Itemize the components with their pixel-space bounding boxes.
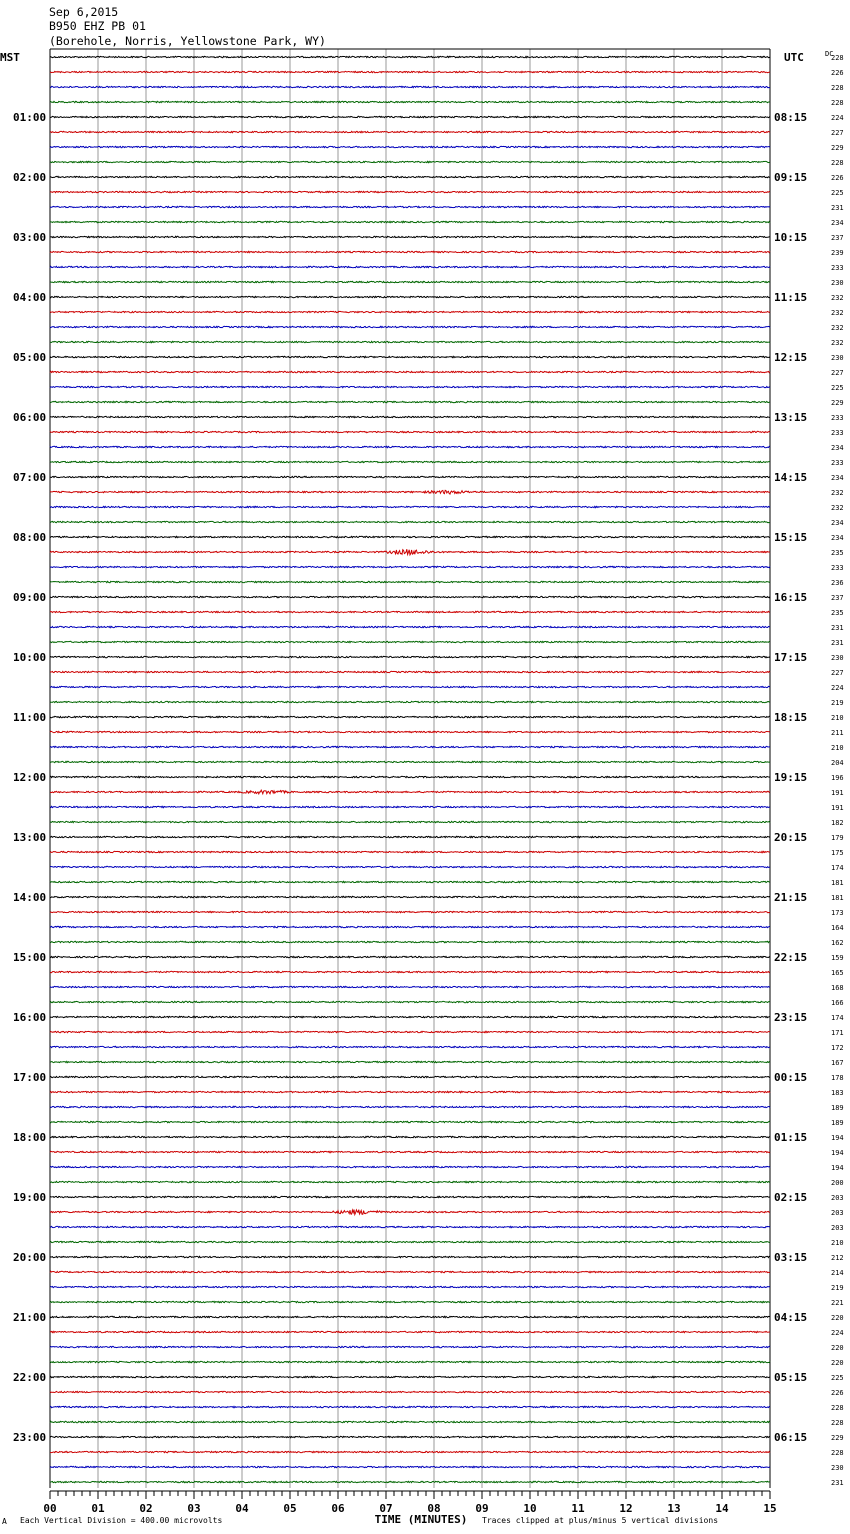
trace-row [50, 461, 770, 462]
hour-label-mst: 22:00 [13, 1371, 47, 1384]
dc-offset-label: 225 [831, 384, 844, 392]
trace-row [50, 1241, 770, 1242]
trace-row [50, 86, 770, 87]
hour-label-utc: 06:15 [774, 1431, 808, 1444]
dc-offset-label: 191 [831, 789, 844, 797]
hour-label-mst: 11:00 [13, 711, 47, 724]
dc-offset-label: 219 [831, 1284, 844, 1292]
dc-offset-label: 233 [831, 429, 844, 437]
hour-label-mst: 07:00 [13, 471, 47, 484]
dc-offset-label: 181 [831, 894, 844, 902]
dc-offset-label: 228 [831, 84, 844, 92]
trace-row [50, 311, 770, 312]
dc-offset-label: 194 [831, 1149, 844, 1157]
trace-row [50, 581, 770, 582]
dc-offset-label: 230 [831, 279, 844, 287]
trace-row [50, 1481, 770, 1482]
hour-label-mst: 18:00 [13, 1131, 47, 1144]
dc-offset-label: 220 [831, 1359, 844, 1367]
hour-label-mst: 14:00 [13, 891, 47, 904]
hour-label-utc: 16:15 [774, 591, 808, 604]
trace-row [50, 1046, 770, 1047]
dc-offset-label: 227 [831, 669, 844, 677]
trace-row [50, 761, 770, 762]
dc-offset-label: 232 [831, 339, 844, 347]
trace-row [50, 1166, 770, 1167]
dc-offset-label: 204 [831, 759, 844, 767]
trace-row [50, 266, 770, 267]
x-tick-label: 04 [235, 1502, 249, 1515]
trace-row [50, 206, 770, 207]
trace-row [50, 626, 770, 627]
trace-row [50, 731, 770, 732]
trace-row [50, 371, 770, 372]
dc-column-label: DC [825, 50, 834, 58]
dc-offset-label: 234 [831, 474, 844, 482]
dc-offset-label: 229 [831, 1434, 844, 1442]
x-axis-title: TIME (MINUTES) [374, 1513, 468, 1526]
hour-label-utc: 23:15 [774, 1011, 808, 1024]
dc-offset-label: 212 [831, 1254, 844, 1262]
trace-row [50, 701, 770, 702]
dc-offset-label: 210 [831, 1239, 844, 1247]
dc-offset-label: 228 [831, 54, 844, 62]
hour-label-utc: 13:15 [774, 411, 808, 424]
dc-offset-label: 235 [831, 549, 844, 557]
trace-row [50, 836, 770, 837]
dc-offset-label: 211 [831, 729, 844, 737]
dc-offset-label: 233 [831, 264, 844, 272]
x-tick-label: 15 [763, 1502, 777, 1515]
trace-row [50, 1181, 770, 1182]
x-tick-label: 00 [43, 1502, 57, 1515]
clip-note: Traces clipped at plus/minus 5 vertical divisions [482, 1516, 719, 1525]
trace-row [50, 236, 770, 237]
trace-row [50, 1136, 770, 1137]
vertical-scale-note: Each Vertical Division = 400.00 microvolts [20, 1516, 223, 1525]
dc-offset-label: 236 [831, 579, 844, 587]
dc-offset-label: 200 [831, 1179, 844, 1187]
dc-offset-label: 233 [831, 459, 844, 467]
hour-label-utc: 03:15 [774, 1251, 808, 1264]
hour-label-mst: 17:00 [13, 1071, 47, 1084]
dc-offset-label: 232 [831, 294, 844, 302]
trace-row [50, 1226, 770, 1227]
trace-row [50, 101, 770, 102]
x-tick-label: 08 [427, 1502, 441, 1515]
hour-label-mst: 05:00 [13, 351, 47, 364]
dc-offset-label: 171 [831, 1029, 844, 1037]
trace-row [50, 281, 770, 282]
trace-row [50, 386, 770, 387]
trace-row [50, 1151, 770, 1152]
x-tick-label: 07 [379, 1502, 393, 1515]
dc-offset-label: 203 [831, 1224, 844, 1232]
hour-label-mst: 19:00 [13, 1191, 47, 1204]
hour-label-utc: 00:15 [774, 1071, 808, 1084]
dc-offset-label: 234 [831, 519, 844, 527]
dc-offset-label: 225 [831, 1374, 844, 1382]
dc-offset-label: 178 [831, 1074, 844, 1082]
trace-row [50, 296, 770, 297]
trace-row [50, 1406, 770, 1407]
dc-offset-label: 175 [831, 849, 844, 857]
trace-row [50, 641, 770, 642]
trace-row [50, 1421, 770, 1422]
trace-row [50, 806, 770, 807]
trace-row [50, 476, 770, 477]
dc-offset-label: 191 [831, 804, 844, 812]
dc-offset-label: 228 [831, 99, 844, 107]
hour-label-utc: 20:15 [774, 831, 808, 844]
hour-label-utc: 15:15 [774, 531, 808, 544]
hour-label-mst: 12:00 [13, 771, 47, 784]
trace-row [50, 1256, 770, 1257]
hour-label-mst: 10:00 [13, 651, 47, 664]
x-tick-label: 06 [331, 1502, 345, 1515]
dc-offset-label: 232 [831, 324, 844, 332]
hour-label-mst: 20:00 [13, 1251, 47, 1264]
trace-row [50, 191, 770, 192]
trace-rows [50, 56, 770, 1482]
trace-row [50, 251, 770, 252]
trace-row [50, 341, 770, 342]
trace-row [50, 431, 770, 432]
dc-offset-label: 226 [831, 174, 844, 182]
trace-row [50, 506, 770, 507]
dc-offset-label: 182 [831, 819, 844, 827]
dc-offset-label: 230 [831, 354, 844, 362]
hour-label-utc: 19:15 [774, 771, 808, 784]
dc-offset-label: 165 [831, 969, 844, 977]
dc-offset-label: 167 [831, 1059, 844, 1067]
dc-offset-label: 179 [831, 834, 844, 842]
dc-offset-label: 159 [831, 954, 844, 962]
dc-offset-label: 168 [831, 984, 844, 992]
hour-label-mst: 04:00 [13, 291, 47, 304]
dc-offset-label: 166 [831, 999, 844, 1007]
trace-row [50, 1106, 770, 1107]
hour-label-mst: 15:00 [13, 951, 47, 964]
dc-offset-label: 237 [831, 234, 844, 242]
x-tick-label: 10 [523, 1502, 537, 1515]
trace-row [50, 1121, 770, 1122]
trace-row [50, 971, 770, 972]
trace-row [50, 56, 770, 57]
hour-label-utc: 01:15 [774, 1131, 808, 1144]
dc-offset-label: 189 [831, 1119, 844, 1127]
trace-row [50, 416, 770, 417]
dc-offset-label: 224 [831, 684, 844, 692]
trace-row [50, 1061, 770, 1062]
hour-label-utc: 21:15 [774, 891, 808, 904]
trace-row [50, 549, 770, 555]
dc-offset-label: 228 [831, 1419, 844, 1427]
trace-row [50, 1001, 770, 1002]
dc-offset-label: 219 [831, 699, 844, 707]
hour-label-mst: 06:00 [13, 411, 47, 424]
dc-offset-label: 232 [831, 504, 844, 512]
trace-row [50, 1451, 770, 1452]
hour-label-mst: 02:00 [13, 171, 47, 184]
trace-row [50, 671, 770, 672]
x-tick-label: 11 [571, 1502, 585, 1515]
dc-offset-label: 231 [831, 1479, 844, 1487]
dc-offset-label: 227 [831, 129, 844, 137]
trace-row [50, 161, 770, 162]
corner-mark: A [2, 1517, 7, 1526]
trace-row [50, 326, 770, 327]
trace-row [50, 1316, 770, 1317]
trace-row [50, 446, 770, 447]
x-axis [43, 1491, 776, 1515]
hour-label-mst: 08:00 [13, 531, 47, 544]
x-tick-label: 13 [667, 1502, 681, 1515]
dc-offset-label: 194 [831, 1134, 844, 1142]
dc-offset-label: 228 [831, 1449, 844, 1457]
dc-offset-label: 172 [831, 1044, 844, 1052]
trace-row [50, 716, 770, 717]
trace-row [50, 1016, 770, 1017]
trace-row [50, 881, 770, 882]
trace-row [50, 896, 770, 897]
dc-offset-label: 220 [831, 1344, 844, 1352]
dc-offset-label: 232 [831, 309, 844, 317]
hour-label-mst: 09:00 [13, 591, 47, 604]
header-location: (Borehole, Norris, Yellowstone Park, WY) [49, 34, 326, 48]
hour-label-utc: 09:15 [774, 171, 808, 184]
hour-label-utc: 12:15 [774, 351, 808, 364]
dc-offset-label: 194 [831, 1164, 844, 1172]
hour-label-utc: 18:15 [774, 711, 808, 724]
trace-row [50, 1031, 770, 1032]
dc-offset-label: 231 [831, 639, 844, 647]
trace-row [50, 176, 770, 177]
hour-label-mst: 13:00 [13, 831, 47, 844]
trace-row [50, 1271, 770, 1272]
dc-offset-label: 221 [831, 1299, 844, 1307]
trace-row [50, 656, 770, 657]
x-tick-label: 03 [187, 1502, 201, 1515]
trace-row [50, 1091, 770, 1092]
dc-offset-label: 164 [831, 924, 844, 932]
dc-offset-label: 173 [831, 909, 844, 917]
dc-offset-label: 230 [831, 654, 844, 662]
dc-offset-label: 203 [831, 1194, 844, 1202]
trace-row [50, 356, 770, 357]
dc-offset-label: 220 [831, 1314, 844, 1322]
dc-offset-label: 210 [831, 744, 844, 752]
header-date: Sep 6,2015 [49, 5, 119, 19]
hour-label-mst: 23:00 [13, 1431, 47, 1444]
dc-offset-label: 196 [831, 774, 844, 782]
trace-row [50, 1331, 770, 1332]
left-timezone-label: MST [0, 51, 20, 64]
hour-label-utc: 11:15 [774, 291, 808, 304]
trace-row [50, 221, 770, 222]
x-tick-label: 14 [715, 1502, 729, 1515]
dc-offset-label: 231 [831, 204, 844, 212]
trace-row [50, 941, 770, 942]
dc-offset-label: 234 [831, 534, 844, 542]
trace-row [50, 956, 770, 957]
trace-row [50, 776, 770, 777]
dc-offset-label: 232 [831, 489, 844, 497]
dc-offset-label: 224 [831, 1329, 844, 1337]
trace-row [50, 490, 770, 494]
x-tick-label: 02 [139, 1502, 153, 1515]
trace-row [50, 746, 770, 747]
dc-offset-label: 210 [831, 714, 844, 722]
dc-offset-label: 224 [831, 114, 844, 122]
dc-offset-label: 228 [831, 1404, 844, 1412]
dc-offset-label: 174 [831, 864, 844, 872]
dc-offset-label: 229 [831, 399, 844, 407]
dc-offset-label: 181 [831, 879, 844, 887]
trace-row [50, 536, 770, 537]
trace-row [50, 1286, 770, 1287]
hour-label-utc: 17:15 [774, 651, 808, 664]
dc-offset-label: 228 [831, 159, 844, 167]
right-timezone-label: UTC [784, 51, 804, 64]
hour-label-mst: 03:00 [13, 231, 47, 244]
hour-label-utc: 22:15 [774, 951, 808, 964]
hour-label-utc: 08:15 [774, 111, 808, 124]
trace-row [50, 1466, 770, 1467]
trace-row [50, 1361, 770, 1362]
dc-offset-label: 237 [831, 594, 844, 602]
x-tick-label: 12 [619, 1502, 633, 1515]
dc-offset-label: 226 [831, 1389, 844, 1397]
dc-offset-label: 225 [831, 189, 844, 197]
trace-row [50, 566, 770, 567]
dc-offset-label: 233 [831, 414, 844, 422]
hour-label-mst: 01:00 [13, 111, 47, 124]
hour-label-mst: 21:00 [13, 1311, 47, 1324]
hour-label-utc: 10:15 [774, 231, 808, 244]
trace-row [50, 611, 770, 612]
trace-row [50, 71, 770, 72]
dc-offset-label: 183 [831, 1089, 844, 1097]
trace-row [50, 1076, 770, 1077]
dc-offset-label: 230 [831, 1464, 844, 1472]
trace-row [50, 116, 770, 117]
hour-label-utc: 05:15 [774, 1371, 808, 1384]
dc-offset-label: 231 [831, 624, 844, 632]
trace-row [50, 686, 770, 687]
trace-row [50, 1196, 770, 1197]
trace-row [50, 401, 770, 402]
x-tick-label: 01 [91, 1502, 105, 1515]
trace-row [50, 1210, 770, 1215]
trace-row [50, 1301, 770, 1302]
trace-row [50, 596, 770, 597]
dc-offset-label: 162 [831, 939, 844, 947]
trace-row [50, 146, 770, 147]
dc-offset-label: 234 [831, 219, 844, 227]
dc-offset-label: 234 [831, 444, 844, 452]
trace-row [50, 1376, 770, 1377]
hour-label-utc: 04:15 [774, 1311, 808, 1324]
trace-row [50, 790, 770, 794]
hour-label-mst: 16:00 [13, 1011, 47, 1024]
dc-offset-label: 214 [831, 1269, 844, 1277]
x-tick-label: 09 [475, 1502, 489, 1515]
trace-row [50, 1346, 770, 1347]
header-station: B950 EHZ PB 01 [49, 19, 146, 33]
dc-offset-label: 233 [831, 564, 844, 572]
dc-offset-label: 229 [831, 144, 844, 152]
dc-offset-label: 226 [831, 69, 844, 77]
trace-row [50, 521, 770, 522]
dc-offset-label: 239 [831, 249, 844, 257]
dc-offset-label: 174 [831, 1014, 844, 1022]
trace-row [50, 131, 770, 132]
trace-row [50, 986, 770, 987]
trace-row [50, 851, 770, 852]
hour-label-utc: 14:15 [774, 471, 808, 484]
hour-label-utc: 02:15 [774, 1191, 808, 1204]
dc-offset-label: 189 [831, 1104, 844, 1112]
trace-row [50, 866, 770, 867]
trace-row [50, 911, 770, 912]
trace-row [50, 1391, 770, 1392]
dc-offset-label: 203 [831, 1209, 844, 1217]
trace-row [50, 926, 770, 927]
dc-offset-label: 235 [831, 609, 844, 617]
trace-row [50, 1436, 770, 1437]
x-tick-label: 05 [283, 1502, 297, 1515]
trace-row [50, 821, 770, 822]
dc-offset-label: 227 [831, 369, 844, 377]
